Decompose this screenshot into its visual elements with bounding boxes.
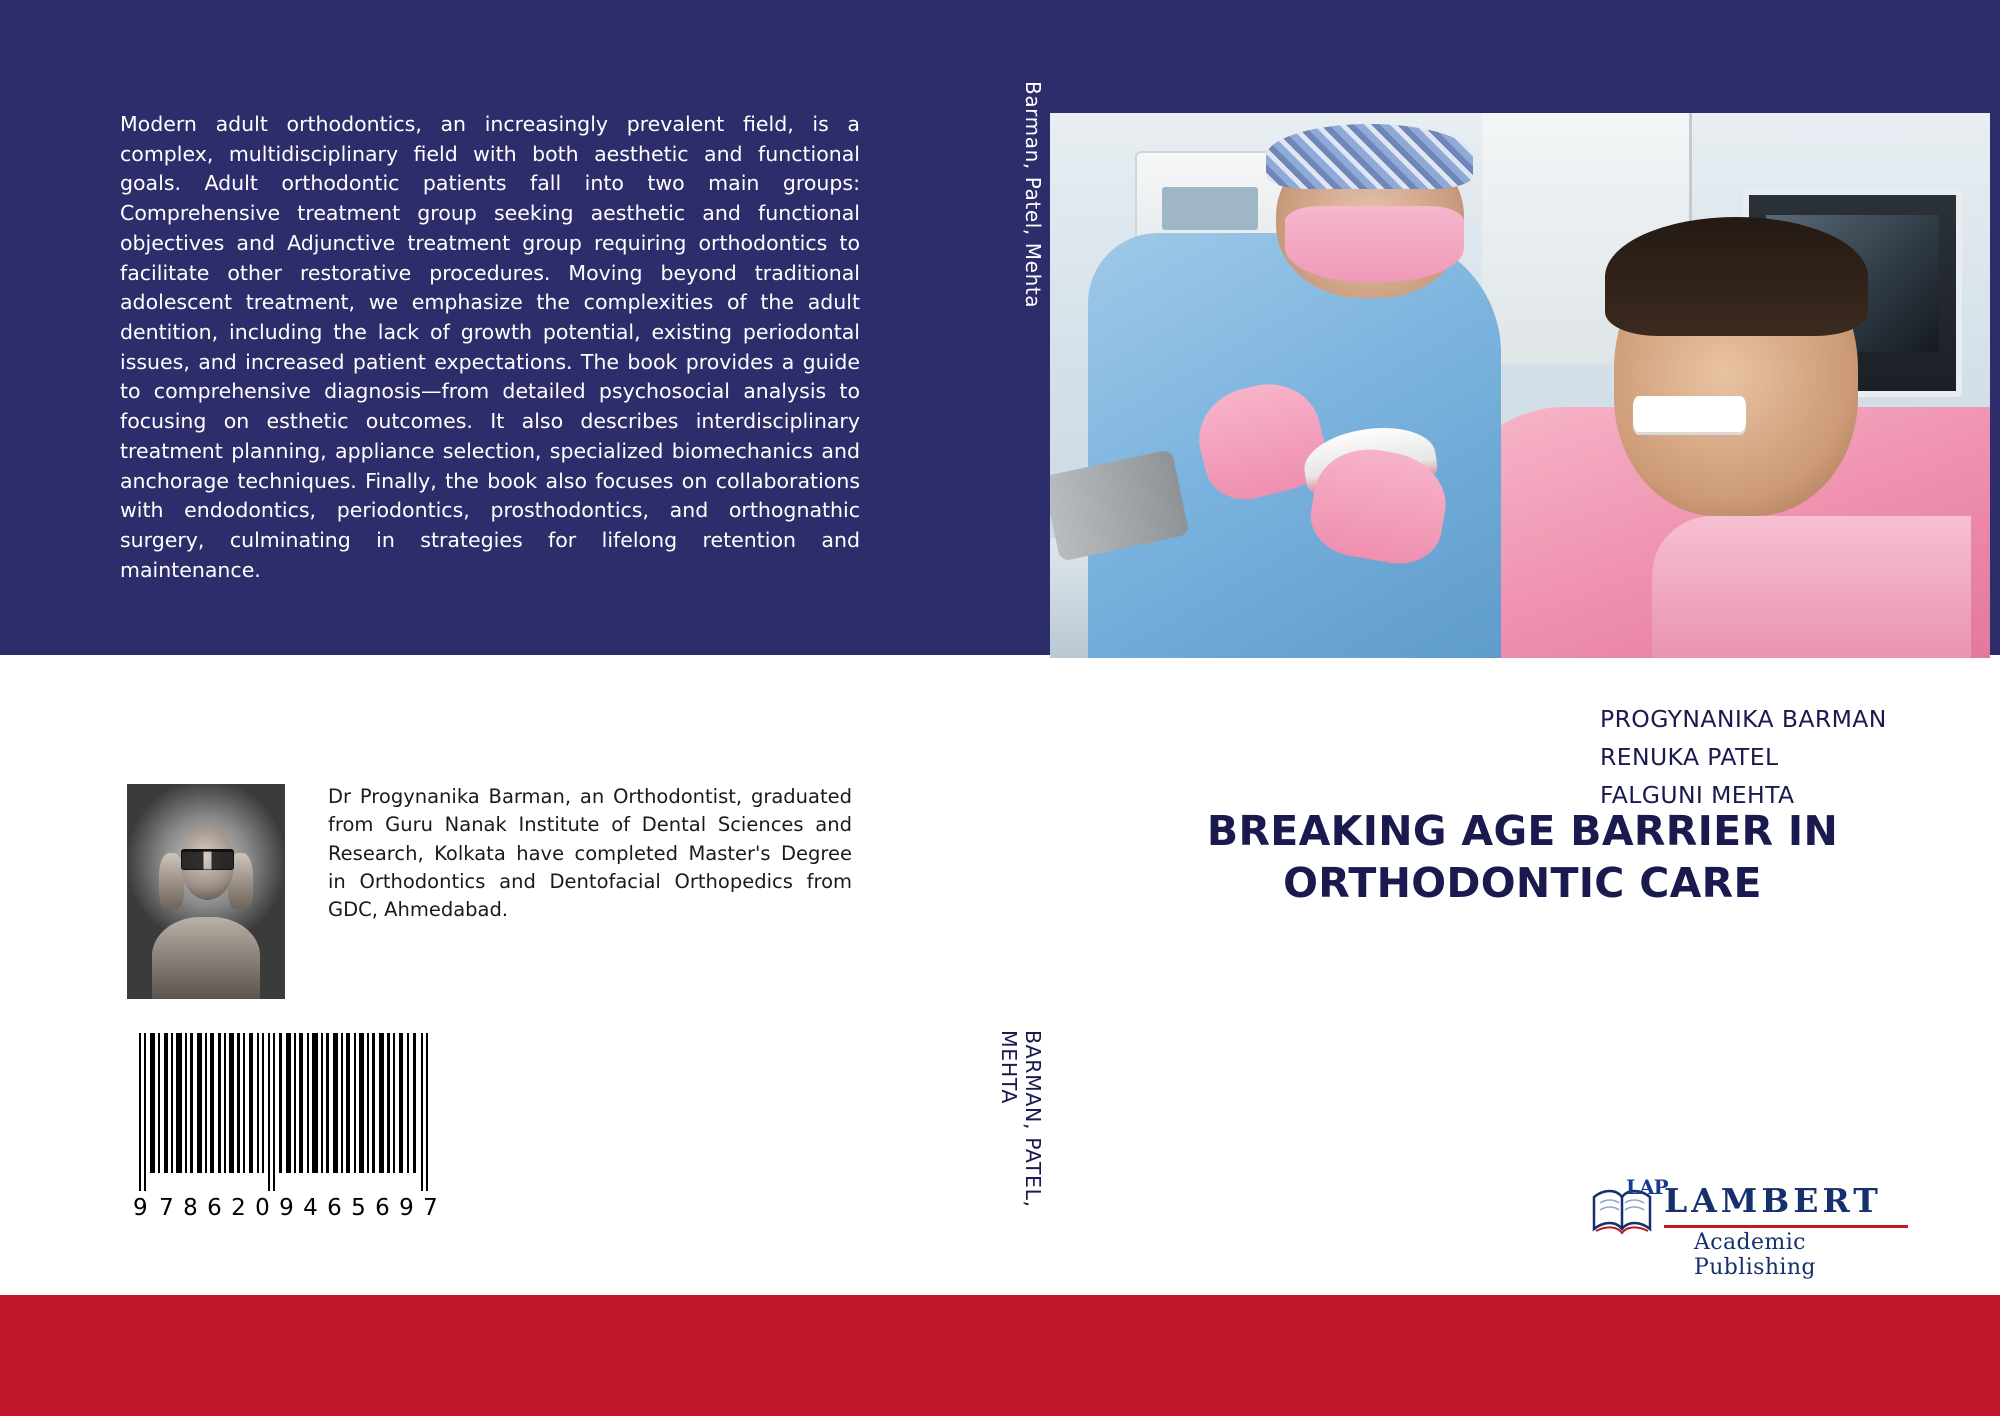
barcode-digit: 4 [303,1195,319,1221]
glasses-icon [181,849,235,870]
barcode-bars-icon [133,1033,443,1191]
barcode-digit: 8 [183,1195,199,1221]
author-name: PROGYNANIKA BARMAN [1600,705,1887,733]
front-cover-authors [1600,700,1960,814]
face-mask-icon [1285,206,1464,282]
author-photo-body [152,917,259,999]
barcode-digit: 9 [399,1195,415,1221]
barcode [133,1033,443,1221]
publisher-name: LAMBERT [1664,1181,1882,1220]
back-cover-blurb: Modern adult orthodontics, an increasingly prevalent field, is a complex, multidisciplinary field with both aesthetic and functional goals. Adult orthodontic patients fall into two main groups: Comprehensive treatment group seeking aesthetic and functional objectives and Adjunctive treatment group requiring orthodontics to facilitate other restorative procedures. Moving beyond traditional adolescent treatment, we emphasize the complexities of the adult dentition, including the lack of growth potential, existing periodontal issues, and increased patient expectations. The book provides a guide to comprehensive diagnosis—from detailed psychosocial analysis to focusing on esthetic outcomes. It also describes interdisciplinary treatment planning, appliance selection, specialized biomechanics and anchorage techniques. Finally, the book also focuses on collaborations with endodontics, periodontics, prosthodontics, and orthognathic surgery, culminating in strategies for lifelong retention and maintenance. [120,112,860,582]
author-name: RENUKA PATEL [1600,743,1779,772]
barcode-digit: 7 [159,1195,175,1221]
author-bio-text: Dr Progynanika Barman, an Orthodontist, graduated from Guru Nanak Institute of Dental Sciences and Research, Kolkata have completed Master's Degree in Orthodontics and Dentofacial Orthopedics from GDC, Ahmedabad. [328,785,852,922]
bottom-red-band [0,1295,2000,1416]
patient-hair [1605,217,1868,337]
barcode-digit-first: 9 [133,1195,149,1221]
barcode-digits-left [155,1195,299,1221]
barcode-digit: 0 [255,1195,271,1221]
barcode-digit: 6 [207,1195,223,1221]
author-name: FALGUNI MEHTA [1600,781,1795,810]
spine-authors-text: Barman, Patel, Mehta [1021,81,1045,309]
barcode-digit: 9 [279,1195,295,1221]
publisher-rule [1664,1225,1908,1228]
barcode-digits-right [299,1195,443,1221]
barcode-digit: 7 [423,1195,439,1221]
book-title: BREAKING AGE BARRIER IN ORTHODONTIC CARE [1206,807,1839,908]
publisher-mark: LAP [1626,1175,1668,1199]
publisher-logo [1590,1175,1910,1280]
author-photo [127,784,285,999]
cover-photo [1050,113,1990,658]
barcode-digits [133,1195,443,1221]
barcode-digit: 2 [231,1195,247,1221]
surgical-cap-icon [1266,124,1473,189]
patient-smile [1633,396,1746,434]
patient-bib [1652,516,1972,658]
publisher-tagline: Academic Publishing [1694,1230,1816,1280]
barcode-digit: 6 [375,1195,391,1221]
spine-authors-caps-text: BARMAN, PATEL, MEHTA [997,1030,1045,1208]
barcode-digit: 6 [327,1195,343,1221]
barcode-digit: 5 [351,1195,367,1221]
